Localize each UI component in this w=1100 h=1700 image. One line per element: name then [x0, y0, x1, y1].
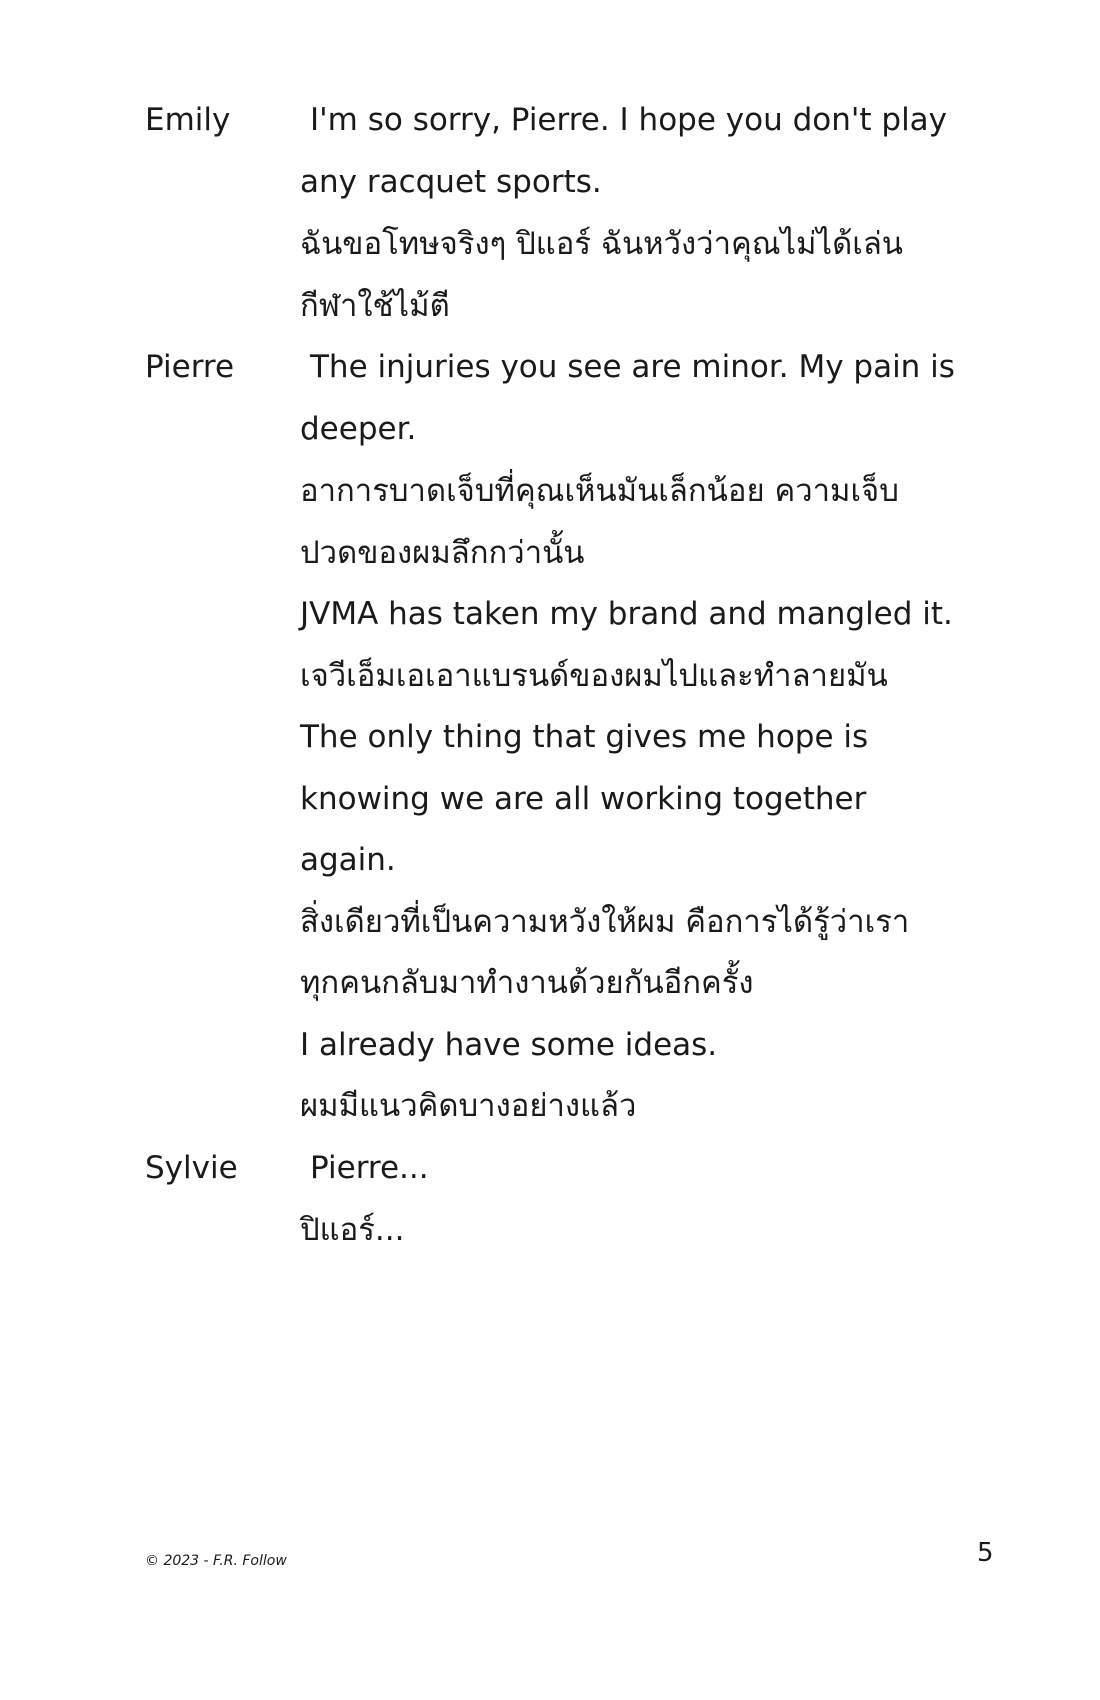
dialogue-line: Pierre...	[310, 1150, 429, 1186]
speaker-name-pierre: Pierre	[145, 349, 235, 385]
dialogue-line-thai: ผมมีแนวคิดบางอย่างแล้ว	[300, 1088, 637, 1124]
dialogue-line-thai: ปวดของผมลึกกว่านั้น	[300, 535, 585, 571]
dialogue-line: again.	[300, 842, 396, 878]
dialogue-line-thai: ฉันขอโทษจริงๆ ปิแอร์ ฉันหวังว่าคุณไม่ได้เล่น	[300, 226, 904, 262]
dialogue-line-thai: สิ่งเดียวที่เป็นความหวังให้ผม คือการได้รู้ว่าเรา	[300, 904, 910, 940]
dialogue-line: knowing we are all working together	[300, 781, 867, 817]
dialogue-line-thai: อาการบาดเจ็บที่คุณเห็นมันเล็กน้อย ความเจ็บ	[300, 473, 899, 509]
dialogue-line: I already have some ideas.	[300, 1027, 718, 1063]
copyright-notice: © 2023 - F.R. Follow	[145, 1553, 287, 1569]
speaker-name-sylvie: Sylvie	[145, 1150, 238, 1186]
dialogue-line: deeper.	[300, 411, 417, 447]
dialogue-line: JVMA has taken my brand and mangled it.	[300, 596, 953, 632]
dialogue-line-thai: กีฬาใช้ไม้ตี	[300, 288, 450, 324]
dialogue-line-thai: เจวีเอ็มเอเอาแบรนด์ของผมไปและทำลายมัน	[300, 658, 888, 694]
dialogue-line: The injuries you see are minor. My pain is	[310, 349, 955, 385]
dialogue-line: I'm so sorry, Pierre. I hope you don't play	[310, 102, 948, 138]
dialogue-line: The only thing that gives me hope is	[300, 719, 869, 755]
dialogue-line: any racquet sports.	[300, 164, 602, 200]
dialogue-line-thai: ทุกคนกลับมาทำงานด้วยกันอีกครั้ง	[300, 965, 754, 1001]
speaker-name-emily: Emily	[145, 102, 231, 138]
page-number: 5	[977, 1538, 994, 1568]
dialogue-line-thai: ปิแอร์...	[300, 1212, 405, 1248]
